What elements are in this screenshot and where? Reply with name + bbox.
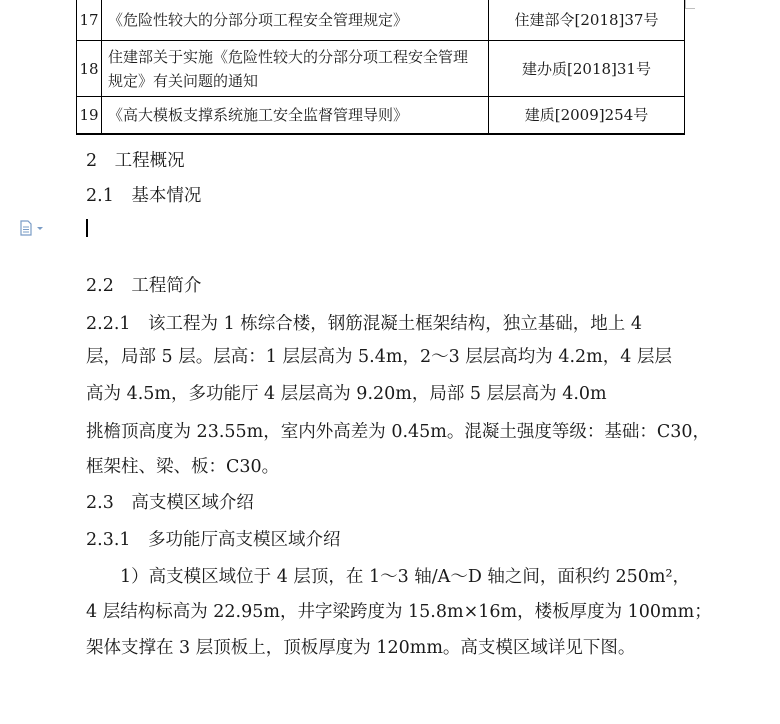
row-number: 18 <box>77 41 102 97</box>
margin-corner-guide <box>685 8 695 9</box>
paragraph-options-icon[interactable] <box>19 220 45 236</box>
heading-2-2: 2.2 工程简介 <box>86 276 202 296</box>
heading-2-3-1: 2.3.1 多功能厅高支模区域介绍 <box>86 530 341 550</box>
paragraph-line: 挑檐顶高度为 23.55m，室内外高差为 0.45m。混凝土强度等级：基础：C30， <box>86 422 711 442</box>
heading-2-3: 2.3 高支模区域介绍 <box>86 493 254 513</box>
table-row <box>77 0 685 41</box>
paragraph-line: 2.2.1 该工程为 1 栋综合楼，钢筋混凝土框架结构，独立基础，地上 4 <box>86 314 642 334</box>
paragraph-line: 层，局部 5 层。层高：1 层层高为 5.4m，2～3 层层高均为 4.2m，4 层层 <box>86 347 672 367</box>
table-row <box>77 41 685 97</box>
paragraph-line: 4 层结构标高为 22.95m，井字梁跨度为 15.8m×16m，楼板厚度为 100mm； <box>86 602 712 622</box>
regulations-table <box>76 0 685 135</box>
regulation-title: 《高大模板支撑系统施工安全监督管理导则》 <box>102 97 489 135</box>
document-number: 住建部令[2018]37号 <box>489 0 685 41</box>
regulation-title: 《危险性较大的分部分项工程安全管理规定》 <box>102 0 489 41</box>
paragraph-line: 框架柱、梁、板：C30。 <box>86 457 280 477</box>
paragraph-line: 高为 4.5m，多功能厅 4 层层高为 9.20m，局部 5 层层高为 4.0m <box>86 384 607 404</box>
heading-2-1: 2.1 基本情况 <box>86 186 202 206</box>
paragraph-line: 架体支撑在 3 层顶板上，顶板厚度为 120mm。高支模区域详见下图。 <box>86 638 636 658</box>
row-number: 19 <box>77 97 102 135</box>
paragraph-line: 1）高支模区域位于 4 层顶，在 1～3 轴/A～D 轴之间，面积约 250m²， <box>120 567 690 587</box>
text-cursor <box>86 219 88 237</box>
document-number: 建质[2009]254号 <box>489 97 685 135</box>
regulation-title: 住建部关于实施《危险性较大的分部分项工程安全管理规定》有关问题的通知 <box>102 41 489 97</box>
table-row <box>77 97 685 135</box>
row-number: 17 <box>77 0 102 41</box>
margin-corner-guide <box>685 0 686 9</box>
heading-2: 2 工程概况 <box>86 151 185 171</box>
document-number: 建办质[2018]31号 <box>489 41 685 97</box>
